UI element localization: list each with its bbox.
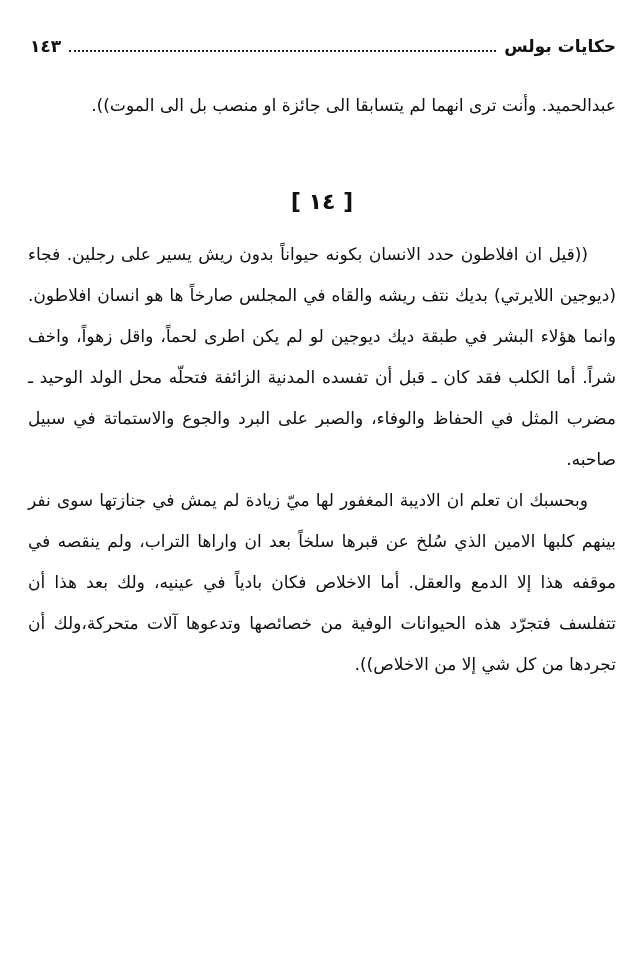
section-number: [ ١٤ ] (290, 190, 354, 215)
running-header (30, 30, 616, 64)
page-number: ١٤٣ (30, 37, 62, 57)
dotted-leader (69, 50, 496, 52)
paragraph: وبحسبك ان تعلم ان الاديبة المغفور لها ميّ زيادة لم يمش في جنازتها سوى نفر بينهم كلبها الامين الذي سُلخ عن قبرها سلخاً بعد ان واراها التراب، ولم ينقصه في موقفه هذا إلا الدمع والعقل. أما الاخلاص فكان بادياً في عينيه، ولك بعد هذا أن تتفلسف فتجرّد هذه الحيوانات الوفية من خصائصها وتدعوها آلات متحركة،ولك أن تجردها من كل شي إلا من الاخلاص)). (28, 491, 616, 675)
book-title: حكايات بولس (504, 37, 616, 57)
page-body (28, 86, 616, 686)
continuation-paragraph: عبدالحميد. وأنت ترى انهما لم يتسابقا الى جائزة او منصب بل الى الموت)). (91, 96, 616, 116)
paragraph: ((قيل ان افلاطون حدد الانسان بكونه حيواناً بدون ريش يسير على رجلين. فجاء (ديوجين اللايرتي) بديك نتف ريشه والقاه في المجلس صارخاً ها هو انسان افلاطون. وانما هؤلاء البشر في طبقة ديك ديوجين لو لم يكن اطرى لحماً، واقل زهواً، واخف شراً. أما الكلب فقد كان ـ قبل أن تفسده المدنية الزائفة فتحلّه محل الولد الوحيد ـ مضرب المثل في الحفاظ والوفاء، والصبر على البرد والجوع والاستماتة في سبيل صاحبه. (28, 245, 616, 470)
